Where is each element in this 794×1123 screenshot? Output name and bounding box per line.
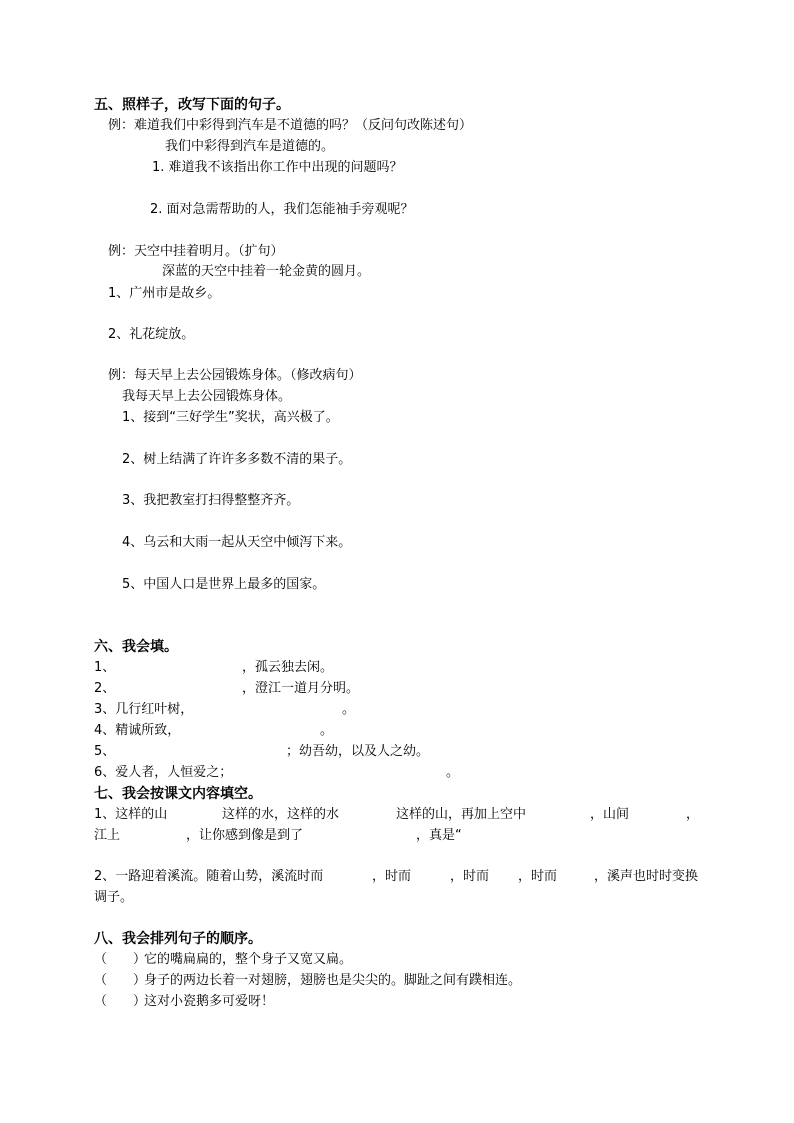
fill-3-end: 。	[342, 702, 356, 717]
fill-5-text: ；幼吾幼，以及人之幼。	[286, 744, 430, 759]
text-fill-1d: ，山间	[590, 807, 630, 822]
correct-item-5: 5、中国人口是世界上最多的国家。	[122, 577, 326, 592]
correct-item-3: 3、我把教室打扫得整整齐齐。	[122, 493, 300, 508]
fill-6-end: 。	[446, 765, 460, 780]
example3-answer: 我每天早上去公园锻炼身体。	[122, 389, 292, 404]
section8-heading: 八、我会排列句子的顺序。	[94, 931, 262, 947]
text-fill-1e: ，	[686, 807, 700, 822]
text-fill-3c: ，时而	[450, 869, 490, 884]
example1-question: 例：难道我们中彩得到汽车是不道德的吗？（反问句改陈述句）	[108, 118, 473, 133]
text-fill-2a: 江上	[94, 828, 121, 843]
fill-2-number: 2、	[94, 681, 116, 696]
text-fill-1a: 1、这样的山	[94, 807, 168, 822]
fill-3-text: 3、几行红叶树，	[94, 702, 194, 717]
order-3-paren[interactable]: （ ）	[94, 994, 147, 1009]
text-fill-1b: 这样的水，这样的水	[222, 807, 340, 822]
text-fill-3b: ，时而	[372, 869, 412, 884]
section6-heading: 六、我会填。	[94, 639, 178, 655]
question-2: 2. 面对急需帮助的人，我们怎能袖手旁观呢？	[150, 202, 414, 217]
text-fill-2b: ，让你感到像是到了	[186, 828, 304, 843]
order-1-paren[interactable]: （ ）	[94, 952, 147, 967]
text-fill-2c: ，真是“	[416, 828, 462, 843]
section5-heading: 五、照样子，改写下面的句子。	[94, 97, 290, 113]
fill-4-end: 。	[320, 723, 334, 738]
expand-item-1: 1、广州市是故乡。	[108, 286, 221, 301]
order-2-paren[interactable]: （ ）	[94, 973, 147, 988]
text-fill-3e: ，溪声也时时变换	[594, 869, 699, 884]
correct-item-4: 4、乌云和大雨一起从天空中倾泻下来。	[122, 535, 352, 550]
fill-4-text: 4、精诚所致，	[94, 723, 181, 738]
correct-item-1: 1、接到“三好学生”奖状，高兴极了。	[122, 410, 339, 425]
order-3-text: 这对小瓷鹅多可爱呀！	[144, 994, 275, 1009]
expand-item-2: 2、礼花绽放。	[108, 327, 195, 342]
fill-6-text: 6、爱人者，人恒爱之；	[94, 765, 233, 780]
order-1-text: 它的嘴扁扁的，整个身子又宽又扁。	[144, 952, 353, 967]
example2-answer: 深蓝的天空中挂着一轮金黄的圆月。	[162, 264, 371, 279]
fill-1-text: ，孤云独去闲。	[242, 660, 334, 675]
question-1: 1. 难道我不该指出你工作中出现的问题吗？	[152, 160, 403, 175]
fill-1-number: 1、	[94, 660, 116, 675]
fill-2-text: ，澄江一道月分明。	[242, 681, 360, 696]
text-fill-4: 调子。	[94, 890, 134, 905]
correct-item-2: 2、树上结满了许许多多数不清的果子。	[122, 452, 352, 467]
order-2-text: 身子的两边长着一对翅膀，翅膀也是尖尖的。脚趾之间有蹼相连。	[144, 973, 522, 988]
text-fill-3a: 2、一路迎着溪流。随着山势，溪流时而	[94, 869, 324, 884]
section7-heading: 七、我会按课文内容填空。	[94, 786, 262, 802]
example3-question: 例：每天早上去公园锻炼身体。（修改病句）	[108, 368, 362, 383]
text-fill-3d: ，时而	[518, 869, 558, 884]
example1-answer: 我们中彩得到汽车是道德的。	[165, 139, 335, 154]
fill-5-number: 5、	[94, 744, 116, 759]
example2-question: 例：天空中挂着明月。（扩句）	[108, 244, 284, 259]
text-fill-1c: 这样的山，再加上空中	[396, 807, 527, 822]
